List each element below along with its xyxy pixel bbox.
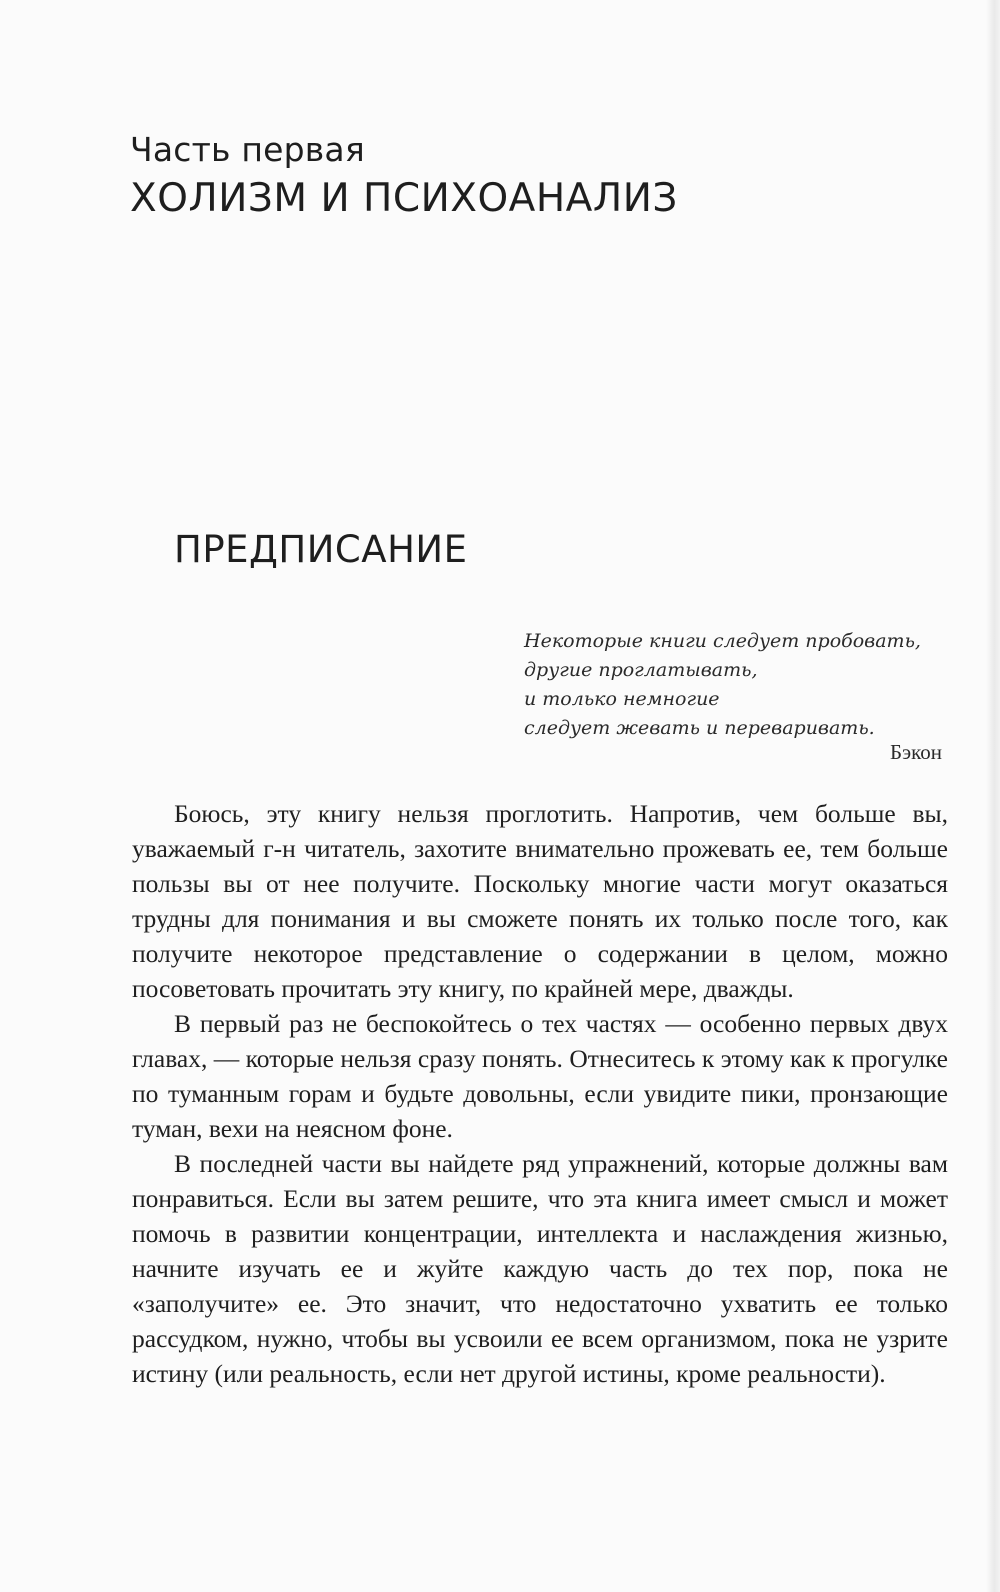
epigraph-line: другие проглатывать,: [524, 659, 758, 681]
paragraph: Боюсь, эту книгу нельзя проглотить. Напротив, чем больше вы, уважаемый г-н читатель, захотите внимательно прожевать ее, тем больше пользы вы от нее получите. Поскольку многие части могут оказаться трудны для понимания и вы сможете понять их только после того, как получите некоторое представление о содержании в целом, можно посоветовать прочитать эту книгу, по крайней мере, дважды.: [132, 799, 948, 1003]
page-edge-shadow: [986, 0, 1000, 1592]
part-label: Часть первая: [130, 130, 365, 169]
epigraph-author: Бэкон: [890, 740, 942, 764]
epigraph-line: Некоторые книги следует пробовать,: [524, 630, 921, 652]
paragraph: В последней части вы найдете ряд упражнений, которые должны вам понравиться. Если вы затем решите, что эта книга имеет смысл и может помочь в развитии концентрации, интеллекта и наслаждения жизнью, начните изучать ее и жуйте каждую часть до тех пор, пока не «заполучите» ее. Это значит, что недостаточно ухватить ее только рассудком, нужно, чтобы вы усвоили ее всем организмом, пока не узрите истину (или реальность, если нет другой истины, кроме реальности).: [132, 1149, 948, 1388]
epigraph-line: и только немногие: [524, 688, 720, 710]
body-text: [132, 796, 948, 1391]
paragraph: В первый раз не беспокойтесь о тех частях — особенно первых двух главах, — которые нельзя сразу понять. Отнеситесь к этому как к прогулке по туманным горам и будьте довольны, если увидите пики, пронзающие туман, вехи на неясном фоне.: [132, 1009, 948, 1143]
epigraph-line: следует жевать и переваривать.: [524, 717, 875, 739]
epigraph: [524, 627, 944, 743]
section-title: ПРЕДПИСАНИЕ: [174, 528, 468, 571]
part-title: ХОЛИЗМ И ПСИХОАНАЛИЗ: [130, 176, 678, 221]
